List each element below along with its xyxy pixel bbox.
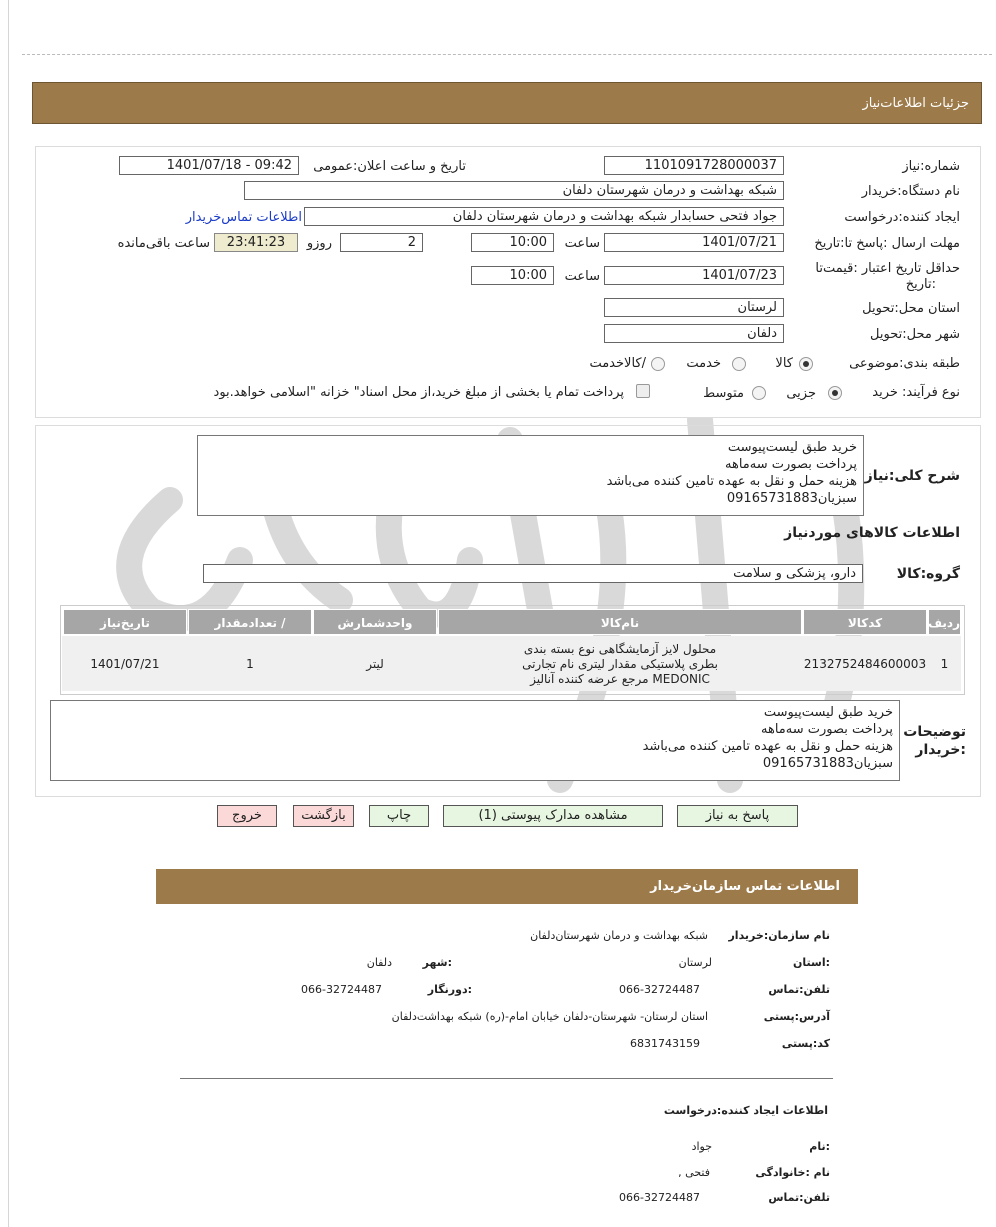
category-label: طبقه بندی:موضوعی (849, 356, 960, 371)
need-number-field: 1101091728000037 (604, 156, 784, 175)
creator-name: جواد (691, 1140, 712, 1153)
remaining-label: ساعت باقی‌مانده (117, 236, 210, 251)
deadline-time-field: 10:00 (471, 233, 554, 252)
category-both-label: /کالاخدمت (589, 356, 646, 371)
print-button[interactable]: چاپ (369, 805, 429, 827)
goods-group-field: دارو، پزشکی و سلامت (203, 564, 863, 583)
exit-button[interactable]: خروج (217, 805, 277, 827)
description-line: خرید طبق لیست‌پیوست (727, 440, 857, 455)
buyer-notes-line: خرید طبق لیست‌پیوست (763, 705, 893, 720)
announce-label: تاریخ و ساعت اعلان:عمومی (313, 159, 466, 174)
cell-code: 2132752484600003 (803, 657, 927, 671)
city-label: شهر محل:تحویل (870, 327, 960, 342)
deadline-date-field: 1401/07/21 (604, 233, 784, 252)
city-field: دلفان (604, 324, 784, 343)
attachments-button[interactable]: مشاهده مدارک پیوستی (1) (443, 805, 663, 827)
description-box (197, 435, 864, 516)
creator-label: ایجاد کننده:درخواست (844, 210, 960, 225)
contact-title: اطلاعات تماس سازمان‌خریدار (650, 879, 840, 894)
cell-date: 1401/07/21 (90, 657, 160, 671)
contact-city: دلفان (366, 956, 392, 969)
buyer-notes-label-2: :خریدار (915, 742, 966, 758)
validity-time-field: 10:00 (471, 266, 554, 285)
buyer-org-label: نام دستگاه:خریدار (861, 184, 960, 199)
category-goods-label: کالا (775, 356, 793, 371)
back-button[interactable]: بازگشت (293, 805, 354, 827)
contact-phone: 066-32724487 (619, 983, 700, 996)
buyer-notes-box (50, 700, 900, 781)
cell-name (438, 642, 802, 687)
cell-name-line: محلول لایز آزمایشگاهی نوع بسته بندی (523, 642, 717, 656)
days-label: روزو (306, 236, 332, 251)
contact-phone-label: تلفن:تماس (768, 983, 830, 996)
goods-group-label: گروه:کالا (896, 566, 960, 582)
deadline-label: مهلت ارسال :پاسخ تا:تاریخ (814, 236, 960, 251)
creator-field: جواد فتحی حسابدار شبکه بهداشت و درمان شهرستان دلفان (304, 207, 784, 226)
buyer-notes-line: سبزیان09165731883 (762, 756, 893, 771)
creator-family: فتحی , (678, 1166, 710, 1179)
contact-city-label: :شهر (422, 956, 452, 969)
validity-time-label: ساعت (564, 269, 600, 284)
contact-separator (180, 1078, 833, 1079)
buyer-notes-label-1: توضیحات (903, 724, 966, 740)
contact-address-label: آدرس:پستی (763, 1010, 830, 1023)
col-header-code: کدکالا (803, 609, 927, 635)
contact-address: استان لرستان- شهرستان-دلفان خیابان امام-(ره) شبکه بهداشت‌دلفان (391, 1010, 708, 1023)
contact-province-label: :استان (793, 956, 830, 969)
validity-label-2: :تاریخ (905, 277, 936, 292)
cell-unit: لیتر (366, 657, 384, 671)
cell-name-line: بطری پلاستیکی مقدار لیتری نام تجارتی (522, 657, 718, 671)
treasury-payment-note: پرداخت تمام یا بخشی از مبلغ خرید،از محل اسناد" خزانه "اسلامی خواهد.بود (213, 385, 624, 400)
category-service-label: خدمت (686, 356, 721, 371)
creator-phone: 066-32724487 (619, 1191, 700, 1204)
treasury-payment-checkbox[interactable] (636, 384, 650, 398)
announce-field: 1401/07/18 - 09:42 (119, 156, 299, 175)
col-header-date: تاریخ‌نیاز (63, 609, 187, 635)
deadline-time-label: ساعت (564, 236, 600, 251)
creator-section-title: اطلاعات ایجاد کننده:درخواست (663, 1104, 828, 1117)
contact-postal: 6831743159 (630, 1037, 700, 1050)
description-line: سبزیان09165731883 (726, 491, 857, 506)
col-header-qty: / تعدادمقدار (188, 609, 312, 635)
cell-name-line: MEDONIC مرجع عرضه کننده آنالیز (530, 672, 710, 686)
province-field: لرستان (604, 298, 784, 317)
description-line: هزینه حمل و نقل به عهده تامین کننده می‌باشد (606, 474, 857, 489)
process-label: نوع فرآیند: خرید (872, 385, 960, 400)
description-line: پرداخت بصورت سه‌ماهه (725, 457, 857, 472)
buyer-notes-line: هزینه حمل و نقل به عهده تامین کننده می‌باشد (642, 739, 893, 754)
col-header-name: نام‌کالا (438, 609, 802, 635)
contact-org-label: نام سازمان:خریدار (728, 929, 830, 942)
category-service-radio[interactable] (732, 357, 746, 371)
contact-fax: 066-32724487 (301, 983, 382, 996)
contact-org: شبکه بهداشت و درمان شهرستان‌دلفان (530, 929, 708, 942)
col-header-unit: واحدشمارش (313, 609, 437, 635)
buyer-org-field: شبکه بهداشت و درمان شهرستان دلفان (244, 181, 784, 200)
remaining-timer: 23:41:23 (214, 233, 298, 252)
contact-header (156, 869, 858, 904)
page-title: جزئیات اطلاعات‌نیاز (862, 96, 969, 111)
left-border-line (8, 0, 9, 1227)
process-partial-label: جزیی (786, 386, 816, 401)
category-goods-radio[interactable] (799, 357, 813, 371)
description-label: شرح کلی:نیاز (864, 468, 960, 484)
buyer-notes-line: پرداخت بصورت سه‌ماهه (761, 722, 893, 737)
cell-qty: 1 (246, 657, 254, 671)
creator-phone-label: تلفن:تماس (768, 1191, 830, 1204)
page-header (32, 82, 982, 124)
need-number-label: شماره:نیاز (902, 159, 960, 174)
cell-row-number: 1 (940, 657, 949, 671)
process-medium-radio[interactable] (752, 386, 766, 400)
creator-family-label: نام :خانوادگی (755, 1166, 830, 1179)
validity-label-1: حداقل تاریخ اعتبار :قیمت‌تا (815, 261, 960, 276)
col-header-row: ردیف (928, 609, 961, 635)
top-divider (22, 54, 992, 55)
contact-fax-label: :دورنگار (427, 983, 472, 996)
category-both-radio[interactable] (651, 357, 665, 371)
province-label: استان محل:تحویل (862, 301, 960, 316)
creator-name-label: :نام (809, 1140, 830, 1153)
days-field: 2 (340, 233, 423, 252)
contact-postal-label: کد:پستی (781, 1037, 830, 1050)
process-medium-label: متوسط (703, 386, 744, 401)
contact-province: لرستان (678, 956, 712, 969)
validity-date-field: 1401/07/23 (604, 266, 784, 285)
reply-button[interactable]: پاسخ به نیاز (677, 805, 798, 827)
goods-section-title: اطلاعات کالاهای موردنیاز (784, 525, 960, 541)
buyer-contact-link[interactable]: اطلاعات تماس‌خریدار (185, 210, 302, 225)
process-partial-radio[interactable] (828, 386, 842, 400)
